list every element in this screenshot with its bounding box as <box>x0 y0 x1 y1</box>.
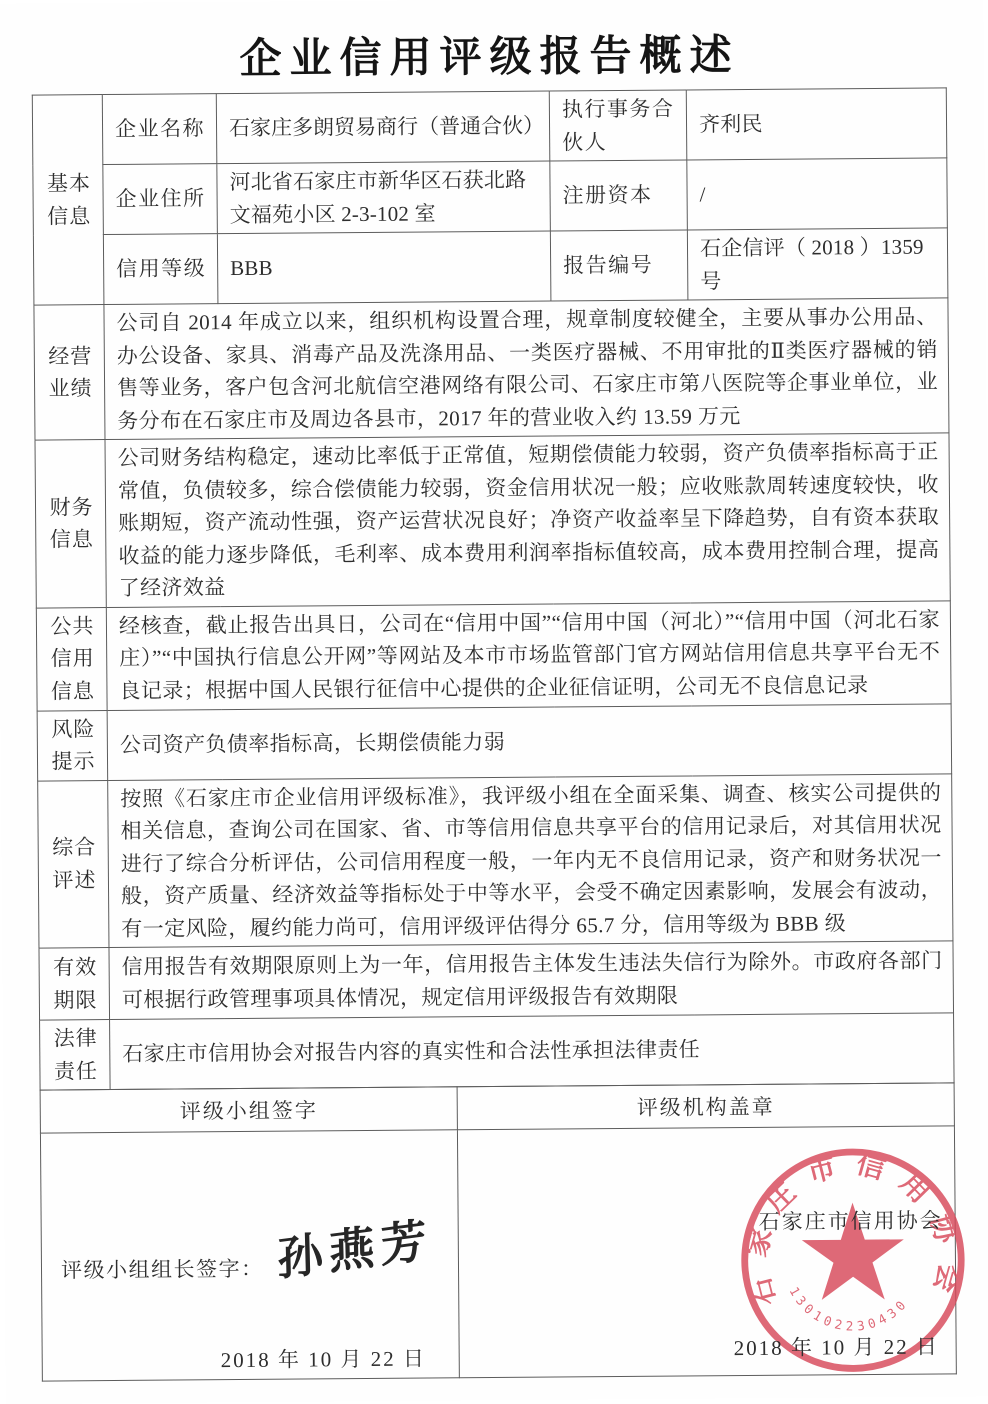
field-value-executive-partner: 齐利民 <box>686 88 947 160</box>
field-value-registered-capital: / <box>687 158 948 230</box>
field-value-company-address: 河北省石家庄市新华区石获北路文福苑小区 2-3-102 室 <box>217 161 551 234</box>
stamp-inner <box>738 1145 967 1334</box>
field-label-company-name: 企业名称 <box>102 94 217 165</box>
field-value-company-name: 石家庄多朗贸易商行（普通合伙） <box>216 91 550 164</box>
team-leader-signature-label: 评级小组组长签字： <box>60 1256 264 1283</box>
signature-left-header: 评级小组签字 <box>40 1086 457 1132</box>
field-label-report-number: 报告编号 <box>550 230 688 301</box>
section-text-legal-liability: 石家庄市信用协会对报告内容的真实性和合法性承担法律责任 <box>110 1013 955 1090</box>
rating-team-signature-cell <box>40 1129 459 1380</box>
signature-date-left: 2018 年 10 月 22 日 <box>220 1346 427 1372</box>
table-row <box>40 1126 956 1381</box>
field-label-executive-partner: 执行事务合伙人 <box>549 90 687 161</box>
section-text-business-performance: 公司自 2014 年成立以来，组织机构设置合理，规章制度较健全，主要从事办公用品、办公设备、家具、消毒产品及洗涤用品、一类医疗器械、不用审批的Ⅱ类医疗器械的销售等业务，客户包含河北航信空港网络有限公司、石家庄市第八医院等企事业单位，业务分布在石家庄市及周边各县市，2017 年的营业收入约 13.59 万元 <box>104 298 949 440</box>
rating-agency-stamp-cell <box>457 1126 967 1378</box>
table-row <box>40 1013 955 1090</box>
section-text-validity-period: 信用报告有效期限原则上为一年，信用报告主体发生违法失信行为除外。市政府各部门可根据行政管理事项具体情况，规定信用评级报告有效期限 <box>109 941 954 1020</box>
section-label-business-performance: 经营业绩 <box>34 305 105 441</box>
section-label-legal-liability: 法律责任 <box>40 1020 111 1091</box>
table-row <box>39 941 954 1020</box>
handwritten-signature: 孙燕芳 <box>276 1213 433 1286</box>
field-label-credit-rating: 信用等级 <box>103 234 218 305</box>
stamp-number-text: 130102230430 <box>786 1283 912 1334</box>
section-label-validity-period: 有效期限 <box>39 948 110 1021</box>
table-row <box>36 600 951 710</box>
table-row <box>38 773 953 948</box>
section-label-overall-review: 综合评述 <box>38 780 109 948</box>
section-text-risk-warning: 公司资产负债率指标高，长期偿债能力弱 <box>107 703 952 780</box>
table-row <box>33 228 948 305</box>
field-value-credit-rating: BBB <box>217 231 551 304</box>
section-label-risk-warning: 风险提示 <box>37 710 108 781</box>
signature-right-header: 评级机构盖章 <box>457 1083 954 1130</box>
agency-name-text: 石家庄市信用协会 <box>758 1208 943 1234</box>
section-label-financial-info: 财务信息 <box>35 440 106 608</box>
signature-table <box>40 1082 967 1381</box>
field-label-registered-capital: 注册资本 <box>550 160 688 231</box>
table-row <box>35 433 950 608</box>
table-row <box>40 1083 954 1133</box>
signature-date-right: 2018 年 10 月 22 日 <box>733 1334 939 1360</box>
table-row <box>33 158 948 235</box>
table-row <box>37 703 952 780</box>
section-label-public-credit-info: 公共信用信息 <box>36 607 107 711</box>
field-label-company-address: 企业住所 <box>103 164 218 235</box>
section-text-overall-review: 按照《石家庄市企业信用评级标准》，我评级小组在全面采集、调查、核实公司提供的相关信息，查询公司在国家、省、市等信用信息共享平台的信用记录后，对其信用状况进行了综合分析评估，公司信用程度一般，一年内无不良信用记录，资产和财务状况一般，资产质量、经济效益等指标处于中等水平，会受不确定因素影响，发展会有波动，有一定风险，履约能力尚可，信用评级评估得分 65.7 分，信用等级为 BBB 级 <box>108 773 953 947</box>
page-title: 企业信用评级报告概述 <box>239 33 740 83</box>
stamp-circular-text: 石家庄市信用协会 <box>739 1145 967 1312</box>
section-label-basic-info: 基本信息 <box>32 95 104 306</box>
section-text-public-credit-info: 经核查，截止报告出具日，公司在“信用中国”“信用中国（河北）”“信用中国（河北石家庄）”“中国执行信息公开网”等网站及本市市场监管部门官方网站信用信息共享平台无不良记录；根据中国人民银行征信中心提供的企业征信证明，公司无不良信息记录 <box>106 600 951 710</box>
team-leader-signature-line <box>60 1213 434 1291</box>
report-table <box>32 87 955 1090</box>
table-row <box>34 298 949 440</box>
table-row <box>32 88 947 165</box>
section-text-financial-info: 公司财务结构稳定，速动比率低于正常值，短期偿债能力较弱，资产负债率指标高于正常值，负债较多，综合偿债能力较弱，资金信用状况一般；应收账款周转速度较快，收账期短，资产流动性强，资产运营状况良好；净资产收益率呈下降趋势，自有资本获取收益的能力逐步降低，毛利率、成本费用利润率指标值较高，成本费用控制合理，提高了经济效益 <box>105 433 950 607</box>
field-value-report-number: 石企信评（ 2018 ）1359 号 <box>687 228 948 300</box>
